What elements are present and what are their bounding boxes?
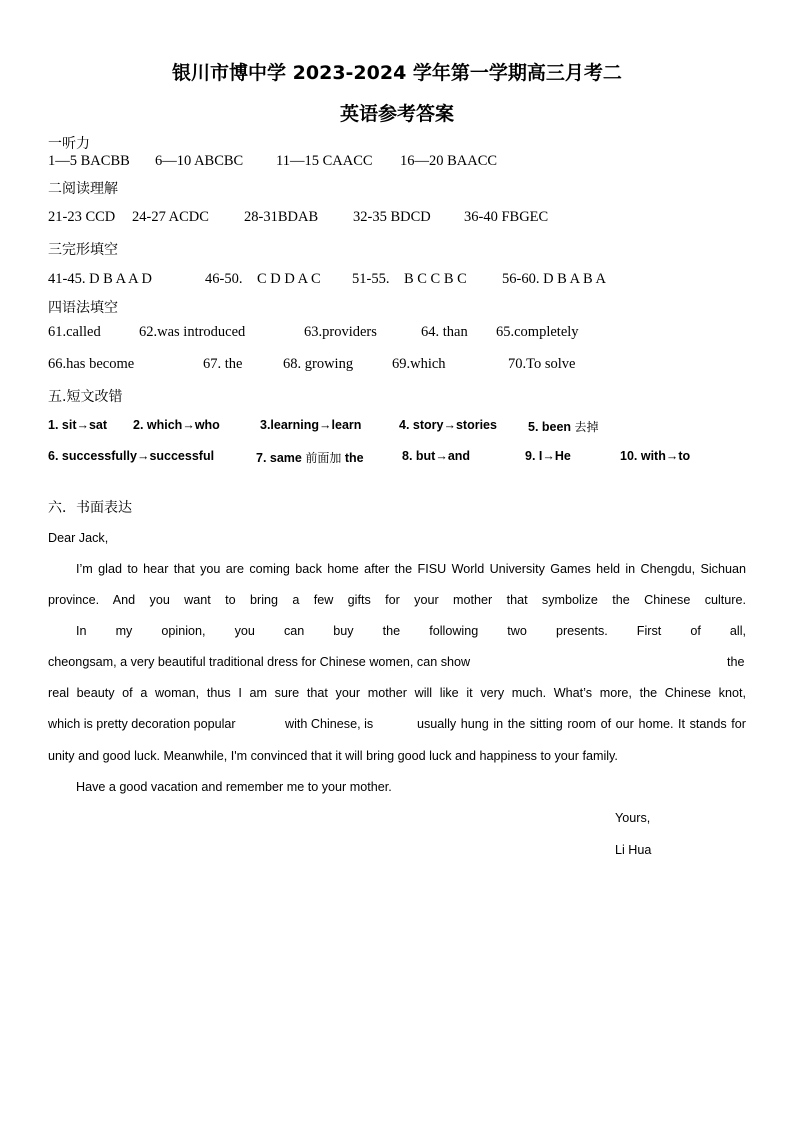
letter-paragraph-line: unity and good luck. Meanwhile, I'm convinced that it will bring good luck and happiness to your family. xyxy=(48,749,618,763)
correction-item: 6. successfully→successful xyxy=(48,449,215,463)
correction-item xyxy=(256,449,364,466)
word: First xyxy=(636,624,662,638)
answer-item: 65.completely xyxy=(496,324,579,340)
answer-group: 32-35 BDCD xyxy=(353,209,431,225)
answer-item: 68. growing xyxy=(283,356,354,372)
answer-group: 46-50. C D D A C xyxy=(205,271,321,287)
correction-item xyxy=(528,418,599,435)
answer-group: 24-27 ACDC xyxy=(132,209,209,225)
correction-item: 9. I→He xyxy=(525,449,571,463)
letter-paragraph-line: the xyxy=(727,655,745,669)
section-heading-grammar: 四语法填空 xyxy=(48,300,118,316)
answer-group: 56-60. D B A B A xyxy=(502,271,606,287)
correction-item: 4. story→stories xyxy=(399,418,497,432)
word: you xyxy=(234,624,255,638)
word: my xyxy=(115,624,133,638)
section-heading-listening: 一听力 xyxy=(48,136,90,152)
letter-paragraph-line: usually hung in the sitting room of our home. It stands for xyxy=(417,717,746,731)
letter-salutation: Dear Jack, xyxy=(48,531,109,545)
correction-item-text: 5. been xyxy=(528,420,575,434)
answer-item: 62.was introduced xyxy=(139,324,246,340)
word: buy xyxy=(333,624,354,638)
correction-item: 2. which→who xyxy=(133,418,220,432)
letter-signature: Li Hua xyxy=(615,843,652,857)
letter-closing: Yours, xyxy=(615,811,651,825)
letter-paragraph-line: cheongsam, a very beautiful traditional dress for Chinese women, can show xyxy=(48,655,471,669)
answer-group: 41-45. D B A A D xyxy=(48,271,152,287)
word: following xyxy=(429,624,479,638)
answer-group: 11—15 CAACC xyxy=(276,153,373,169)
word: opinion, xyxy=(161,624,206,638)
correction-item: 1. sit→sat xyxy=(48,418,108,432)
section-heading-cloze: 三完形填空 xyxy=(48,242,118,258)
correction-item: 8. but→and xyxy=(402,449,471,463)
answer-group: 1—5 BACBB xyxy=(48,153,130,169)
answer-group: 36-40 FBGEC xyxy=(464,209,549,225)
answer-item: 64. than xyxy=(421,324,468,340)
answer-item: 61.called xyxy=(48,324,101,340)
answer-item: 69.which xyxy=(392,356,446,372)
section-heading-correction: 五.短文改错 xyxy=(48,389,123,405)
word: of xyxy=(690,624,701,638)
letter-paragraph-line xyxy=(76,624,746,638)
correction-item-note: 前面加 xyxy=(305,451,342,465)
correction-item-note: 去掉 xyxy=(574,420,599,434)
answer-item: 66.has become xyxy=(48,356,135,372)
answer-group: 51-55. B C C B C xyxy=(352,271,467,287)
correction-item-text: the xyxy=(341,451,364,465)
letter-paragraph: Have a good vacation and remember me to your mother. xyxy=(76,780,392,794)
correction-item: 3.learning→learn xyxy=(260,418,362,432)
answer-item: 67. the xyxy=(203,356,243,372)
page-subtitle: 英语参考答案 xyxy=(339,103,454,125)
answer-group: 21-23 CCD xyxy=(48,209,116,225)
word: can xyxy=(283,624,305,638)
answer-group: 6—10 ABCBC xyxy=(155,153,244,169)
word: In xyxy=(76,624,87,638)
answer-item: 70.To solve xyxy=(508,356,576,372)
word: presents. xyxy=(555,624,608,638)
answer-group: 16—20 BAACC xyxy=(400,153,498,169)
word: two xyxy=(507,624,527,638)
section-heading-reading: 二阅读理解 xyxy=(48,181,118,197)
page-title: 银川市博中学 2023-2024 学年第一学期高三月考二 xyxy=(172,62,622,84)
section-heading-writing: 六．书面表达 xyxy=(48,500,132,516)
letter-paragraph-line: which is pretty decoration popular xyxy=(48,717,236,731)
answer-group: 28-31BDAB xyxy=(244,209,319,225)
answer-item: 63.providers xyxy=(304,324,377,340)
correction-item-text: 7. same xyxy=(256,451,306,465)
word: all, xyxy=(729,624,746,638)
letter-paragraph-line: real beauty of a woman, thus I am sure that your mother will like it very much. What’s more, the Chinese knot, xyxy=(48,686,746,700)
correction-item: 10. with→to xyxy=(620,449,691,463)
letter-paragraph: I’m glad to hear that you are coming back home after the FISU World University Games held in Chengdu, Sichuan province. And you want to bring a few gifts for your mother that symbolize the Chinese culture. xyxy=(48,562,746,608)
letter-paragraph-line: with Chinese, is xyxy=(285,717,374,731)
word: the xyxy=(382,624,401,638)
